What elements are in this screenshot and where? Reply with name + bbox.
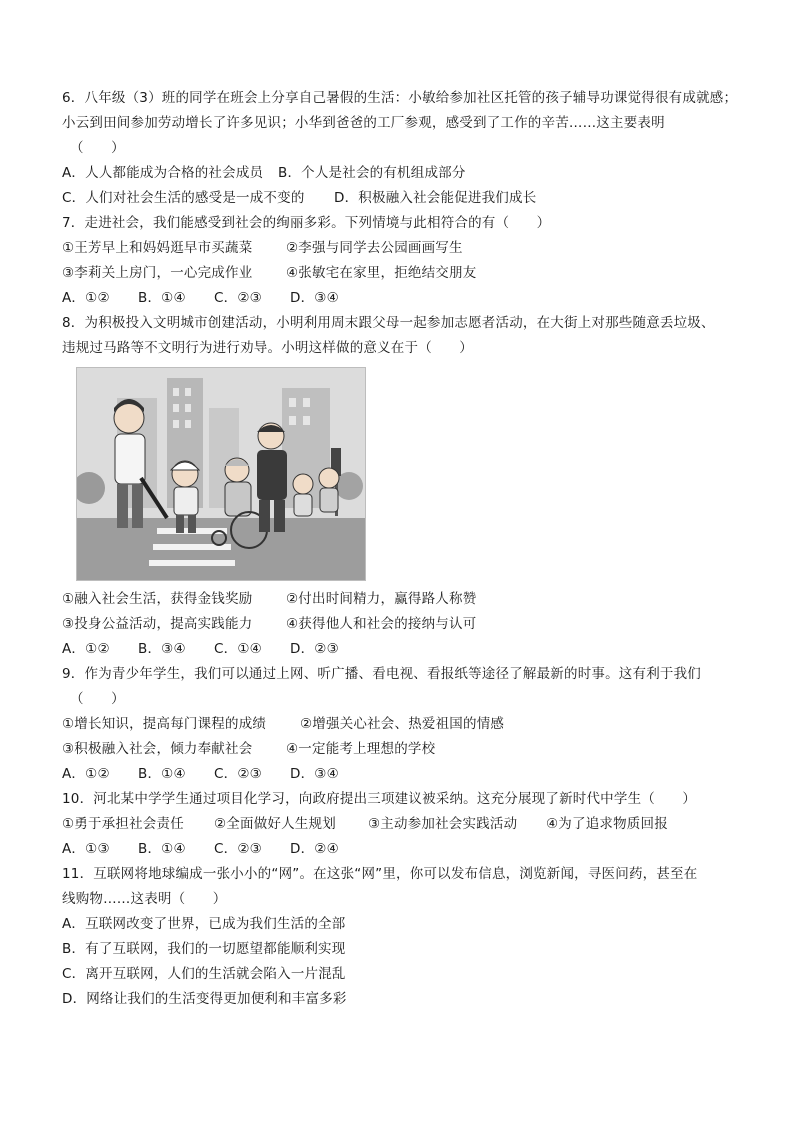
q9-item-3: ③积极融入社会，倾力奉献社会 (62, 741, 253, 757)
q8-item-2: ②付出时间精力，赢得路人称赞 (286, 591, 477, 607)
q7-items-row2 (62, 261, 742, 286)
q10-item-4: ④为了追求物质回报 (546, 816, 668, 832)
q8-item-3: ③投身公益活动，提高实践能力 (62, 616, 253, 632)
q10-options (62, 837, 742, 862)
q6-option-b[interactable]: B．个人是社会的有机组成部分 (278, 165, 466, 181)
q8-option-a[interactable]: A．①② (62, 641, 110, 657)
q9-item-1: ①增长知识，提高每门课程的成绩 (62, 716, 267, 732)
q9-option-c[interactable]: C．②③ (214, 766, 262, 782)
q9-option-b[interactable]: B．①④ (138, 766, 186, 782)
q9-option-a[interactable]: A．①② (62, 766, 110, 782)
q7-option-d[interactable]: D．③④ (290, 290, 339, 306)
q8-option-d[interactable]: D．②③ (290, 641, 339, 657)
q7-stem: 7．走进社会，我们能感受到社会的绚丽多彩。下列情境与此相符合的有（ ） (62, 215, 551, 231)
q11-option-c[interactable]: C．离开互联网，人们的生活就会陷入一片混乱 (62, 966, 346, 982)
q11-option-b[interactable]: B．有了互联网，我们的一切愿望都能顺利实现 (62, 941, 346, 957)
q10-option-c[interactable]: C．②③ (214, 841, 262, 857)
q6-option-c[interactable]: C．人们对社会生活的感受是一成不变的 (62, 190, 305, 206)
q9-item-2: ②增强关心社会、热爱祖国的情感 (300, 716, 505, 732)
q10-item-1: ①勇于承担社会责任 (62, 816, 184, 832)
q9-item-4: ④一定能考上理想的学校 (286, 741, 436, 757)
volunteer-scene-drawing (77, 368, 365, 580)
q10-option-d[interactable]: D．②④ (290, 841, 339, 857)
q9-option-d[interactable]: D．③④ (290, 766, 339, 782)
q7-option-c[interactable]: C．②③ (214, 290, 262, 306)
q11-line1: 11．互联网将地球编成一张小小的“网”。在这张“网”里，你可以发布信息，浏览新闻，寻医问药，甚至在 (62, 866, 698, 882)
q9-items-row2 (62, 737, 742, 762)
exam-page (62, 86, 742, 1012)
q8-line1: 8．为积极投入文明城市创建活动，小明利用周末跟父母一起参加志愿者活动，在大街上对那些随意丢垃圾、 (62, 315, 715, 331)
q6-option-a[interactable]: A．人人都能成为合格的社会成员 (62, 165, 264, 181)
q7-item-4: ④张敏宅在家里，拒绝结交朋友 (286, 265, 477, 281)
q11-option-a[interactable]: A．互联网改变了世界，已成为我们生活的全部 (62, 916, 346, 932)
q11-line2: 线购物……这表明（ ） (62, 891, 227, 907)
q6-line2: 小云到田间参加劳动增长了许多见识；小华到爸爸的工厂参观，感受到了工作的辛苦……这主要表明 (62, 115, 665, 131)
q10-item-2: ②全面做好人生规划 (214, 816, 336, 832)
q9-line1: 9．作为青少年学生，我们可以通过上网、听广播、看电视、看报纸等途径了解最新的时事。这有利于我们 (62, 666, 701, 682)
q8-item-1: ①融入社会生活，获得金钱奖励 (62, 591, 253, 607)
q10-option-b[interactable]: B．①④ (138, 841, 186, 857)
q10-items (62, 812, 742, 837)
q6-options-row2 (62, 186, 742, 211)
q7-option-b[interactable]: B．①④ (138, 290, 186, 306)
q9-items-row1 (62, 712, 742, 737)
q9-blank: （ ） (70, 691, 125, 707)
q7-options (62, 286, 742, 311)
q6-blank: （ ） (70, 140, 125, 156)
q8-items-row1 (62, 587, 742, 612)
q8-items-row2 (62, 612, 742, 637)
q8-option-c[interactable]: C．①④ (214, 641, 262, 657)
q7-option-a[interactable]: A．①② (62, 290, 110, 306)
q8-line2: 违规过马路等不文明行为进行劝导。小明这样做的意义在于（ ） (62, 340, 473, 356)
q8-option-b[interactable]: B．③④ (138, 641, 186, 657)
q11-option-d[interactable]: D．网络让我们的生活变得更加便利和丰富多彩 (62, 991, 347, 1007)
q10-item-3: ③主动参加社会实践活动 (368, 816, 518, 832)
q10-option-a[interactable]: A．①③ (62, 841, 110, 857)
q7-item-2: ②李强与同学去公园画画写生 (286, 240, 463, 256)
volunteer-illustration (76, 367, 366, 581)
q6-options-row1 (62, 161, 742, 186)
q6-line1: 6．八年级（3）班的同学在班会上分享自己暑假的生活：小敏给参加社区托管的孩子辅导功课觉得很有成就感； (62, 90, 738, 106)
q7-items-row1 (62, 236, 742, 261)
q8-item-4: ④获得他人和社会的接纳与认可 (286, 616, 477, 632)
q7-item-1: ①王芳早上和妈妈逛早市买蔬菜 (62, 240, 253, 256)
q9-options (62, 762, 742, 787)
q8-options (62, 637, 742, 662)
q6-option-d[interactable]: D．积极融入社会能促进我们成长 (334, 190, 537, 206)
q7-item-3: ③李莉关上房门，一心完成作业 (62, 265, 253, 281)
q10-stem: 10．河北某中学学生通过项目化学习，向政府提出三项建议被采纳。这充分展现了新时代中学生（ ） (62, 791, 697, 807)
